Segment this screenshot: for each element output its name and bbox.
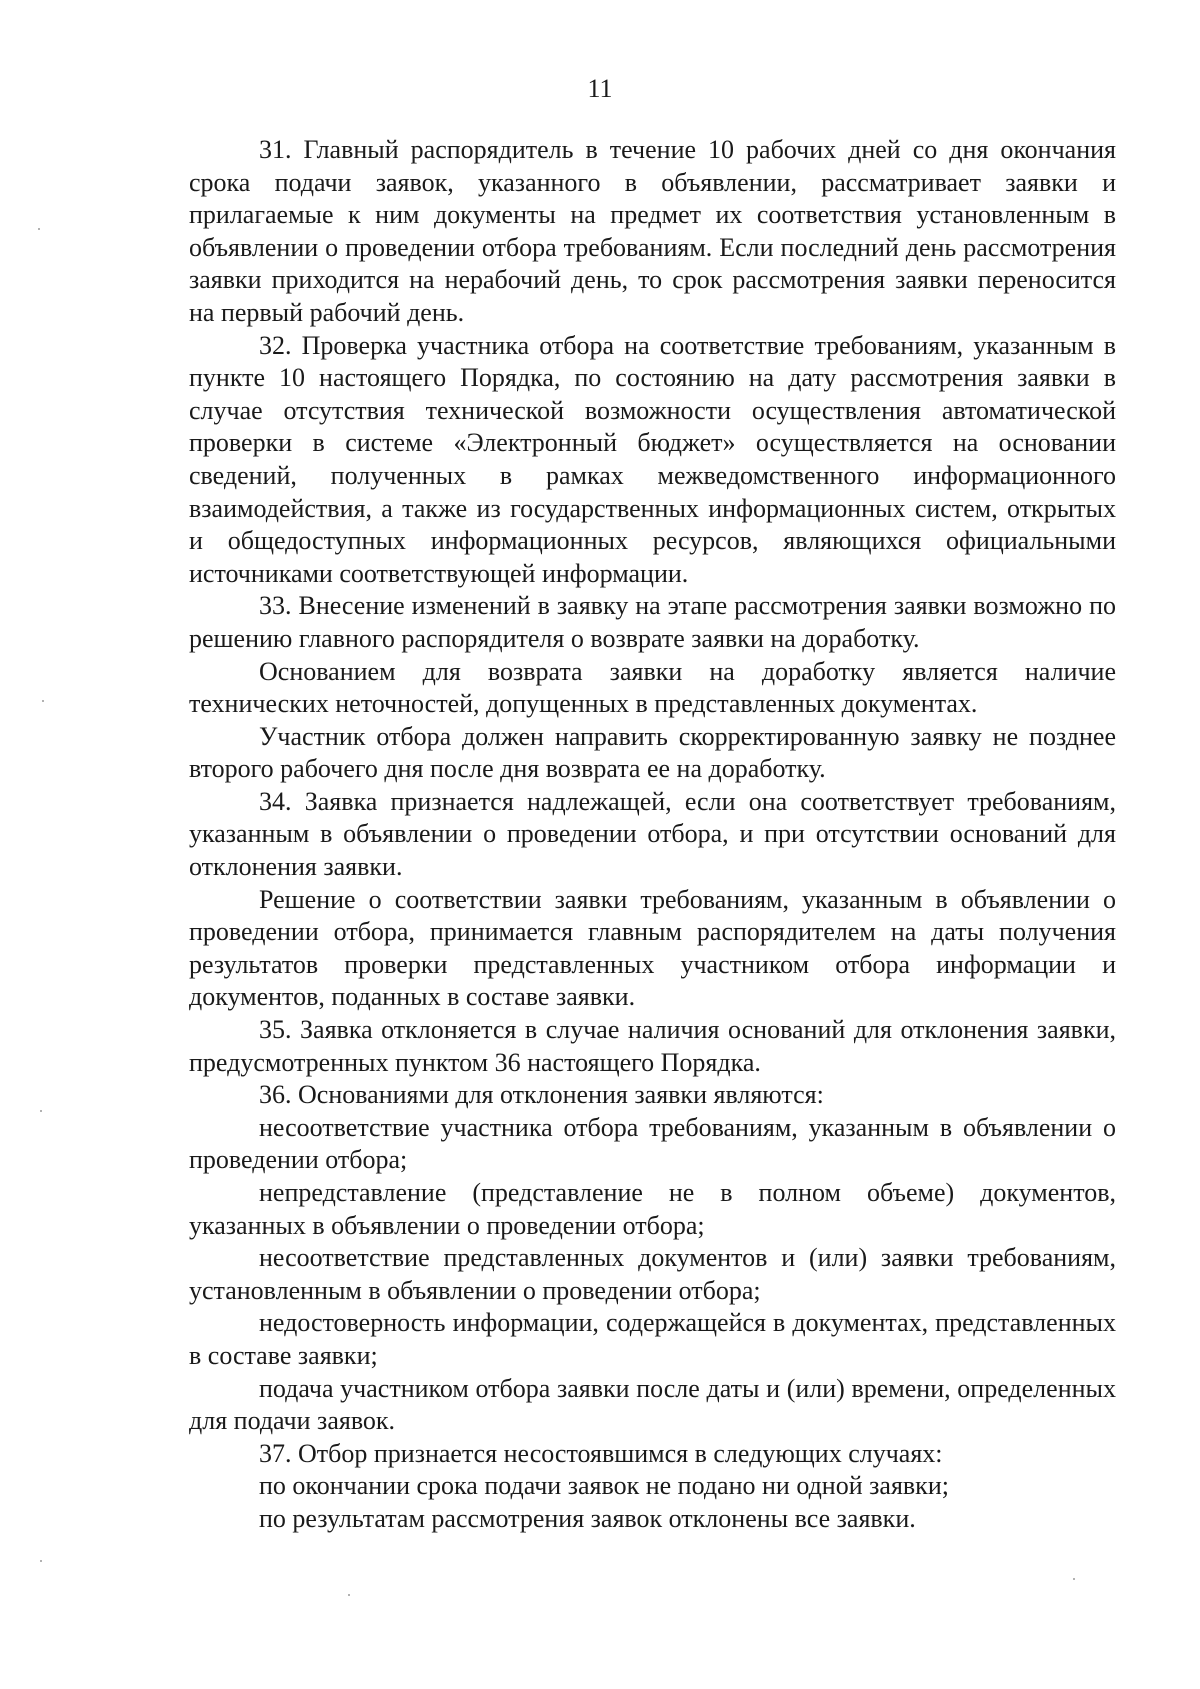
paragraph-32: 32. Проверка участника отбора на соответствие требованиям, указанным в пункте 10 настоящего Порядка, по состоянию на дату рассмотрения заявки в случае отсутствия технической возможности осуществления автоматической проверки в системе «Электронный бюджет» осуществляется на основании сведений, полученных в рамках межведомственного информационного взаимодействия, а также из государственных информационных систем, открытых и общедоступных информационных ресурсов, являющихся официальными источниками соответствующей информации. bbox=[189, 330, 1116, 588]
list-item: несоответствие представленных документов и (или) заявки требованиям, установленным в объявлении о проведении отбора; bbox=[189, 1243, 1116, 1305]
paragraph-35: 35. Заявка отклоняется в случае наличия оснований для отклонения заявки, предусмотренных пунктом 36 настоящего Порядка. bbox=[189, 1015, 1116, 1077]
list-item: недостоверность информации, содержащейся в документах, представленных в составе заявки; bbox=[189, 1308, 1116, 1370]
list-item: по окончании срока подачи заявок не подано ни одной заявки; bbox=[259, 1471, 949, 1501]
paragraph-33: 33. Внесение изменений в заявку на этапе рассмотрения заявки возможно по решению главного распорядителя о возврате заявки на доработку. bbox=[189, 591, 1116, 653]
list-item: несоответствие участника отбора требованиям, указанным в объявлении о проведении отбора; bbox=[189, 1112, 1116, 1175]
scan-speck bbox=[348, 1594, 350, 1596]
paragraph-31: 31. Главный распорядитель в течение 10 рабочих дней со дня окончания срока подачи заявок, указанного в объявлении, рассматривает заявки и прилагаемые к ним документы на предмет их соответствия установленным в объявлении о проведении отбора требованиям. Если последний день рассмотрения заявки приходится на нерабочий день, то срок рассмотрения заявки переносится на первый рабочий день. bbox=[189, 135, 1116, 327]
paragraph-36: 36. Основаниями для отклонения заявки являются: bbox=[259, 1080, 824, 1110]
scan-speck bbox=[40, 1110, 42, 1112]
page-number: 11 bbox=[587, 74, 613, 103]
paragraph-37: 37. Отбор признается несостоявшимся в следующих случаях: bbox=[259, 1438, 943, 1468]
scan-speck bbox=[42, 700, 44, 702]
list-item: непредставление (представление не в полном объеме) документов, указанных в объявлении о проведении отбора; bbox=[189, 1178, 1116, 1240]
paragraph-33-basis: Основанием для возврата заявки на доработку является наличие технических неточностей, допущенных в представленных документах. bbox=[189, 656, 1116, 719]
list-item: по результатам рассмотрения заявок отклонены все заявки. bbox=[259, 1503, 916, 1533]
scan-speck bbox=[38, 228, 40, 230]
list-item: подача участником отбора заявки после даты и (или) времени, определенных для подачи заявок. bbox=[189, 1373, 1116, 1436]
paragraph-34-decision: Решение о соответствии заявки требованиям, указанным в объявлении о проведении отбора, принимается главным распорядителем на даты получения результатов проверки представленных участником отбора информации и документов, поданных в составе заявки. bbox=[189, 884, 1116, 1012]
scan-speck bbox=[40, 1560, 42, 1562]
paragraph-33-deadline: Участник отбора должен направить скорректированную заявку не позднее второго рабочего дня после дня возврата ее на доработку. bbox=[189, 721, 1116, 784]
document-body bbox=[189, 134, 1116, 1536]
paragraph-34: 34. Заявка признается надлежащей, если она соответствует требованиям, указанным в объявлении о проведении отбора, и при отсутствии оснований для отклонения заявки. bbox=[189, 786, 1116, 882]
scan-speck bbox=[1073, 1578, 1075, 1580]
